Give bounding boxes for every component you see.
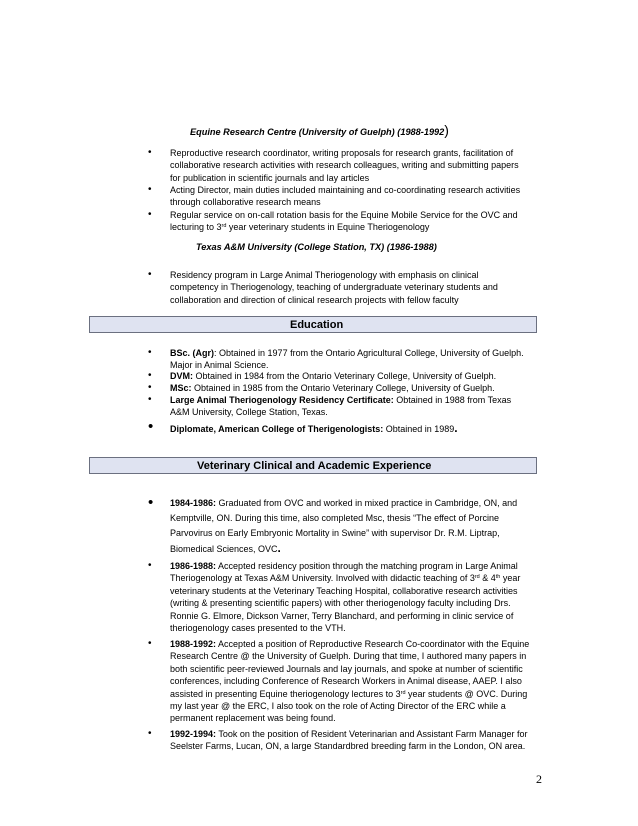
list-item: • Residency program in Large Animal Theriogenology with emphasis on clinical competency in Theriogenology, teaching of undergraduate veterinary students and collaboration and direction of clinical research projects with fellow faculty: [148, 269, 498, 305]
list-item: • MSc: Obtained in 1985 from the Ontario Veterinary College, University of Guelph.: [148, 382, 495, 393]
bullet-icon: •: [148, 347, 152, 358]
experience-section-header: [89, 457, 537, 474]
bullet-icon: •: [148, 269, 152, 280]
list-item: • 1988-1992: Accepted a position of Reproductive Research Co-coordinator with the Equine Research Centre @ the University of Guelph. During that time, I authored many papers in both scientific peer-reviewed Journals and lay journals, and spoke at number of scientific conferences, including Conference of Research Workers in Animal disease, AAEP. I also assisted in presenting Equine theriogenology lectures to 3rd year students @ OVC. During my last year @ the ERC, I also took on the role of Acting Director of the ERC while a permanent replacement was being found.: [148, 638, 530, 724]
section-title: Education: [290, 319, 344, 331]
section-title: Veterinary Clinical and Academic Experience: [197, 460, 432, 472]
list-item: • 1992-1994: Took on the position of Resident Veterinarian and Assistant Farm Manager for Seelster Farms, Lucan, ON, a large Standardbred breeding farm in the London, ON area.: [148, 728, 528, 752]
bullet-icon: •: [148, 638, 152, 649]
list-item: • BSc. (Agr): Obtained in 1977 from the Ontario Agricultural College, University of Guelph. Major in Animal Science.: [148, 347, 524, 371]
bullet-icon: •: [148, 209, 152, 220]
bullet-icon: •: [148, 394, 152, 405]
bullet-icon: •: [148, 382, 152, 393]
bullet-icon: •: [148, 147, 152, 158]
bullet-icon: •: [148, 370, 152, 381]
list-item: • Acting Director, main duties included maintaining and co-coordinating research activities through collaborative research means: [148, 184, 521, 208]
erc-heading: [190, 122, 449, 138]
bullet-icon: •: [148, 728, 152, 739]
bullet-icon: •: [148, 184, 152, 195]
page-number: 2: [536, 772, 542, 786]
bullet-icon: •: [148, 560, 152, 571]
list-item: • Large Animal Theriogenology Residency Certificate: Obtained in 1988 from Texas A&M University, College Station, Texas.: [148, 394, 512, 418]
list-item: • 1986-1988: Accepted residency position through the matching program in Large Animal Theriogenology at Texas A&M University. Involved with didactic teaching of 3rd & 4th year veterinary students at the Veterinary Teaching Hospital, collaborative research activities (writing & presenting scientific papers) with other theriogenology faculty including Drs. Ronnie G. Elmore, Dickson Varner, Terry Blanchard, and performing in clinic service of theriogenology cases presented to the VTH.: [148, 560, 521, 634]
bullet-icon: •: [148, 494, 154, 511]
erc-heading-paren: ): [444, 122, 449, 138]
bullet-icon: •: [148, 418, 154, 435]
list-item: • Diplomate, American College of Therigenologists: Obtained in 1989.: [148, 418, 458, 435]
list-item: • 1984-1986: Graduated from OVC and worked in mixed practice in Cambridge, ON, and Kemptville, ON. During this time, also completed Msc, thesis “The effect of Porcine Parvovirus on Early Embryonic Mortality in Swine” with supervisor Dr. R.M. Liptrap, Biomedical Sciences, OVC.: [148, 494, 518, 555]
list-item: • Regular service on on-call rotation basis for the Equine Mobile Service for the OVC and lecturing to 3rd year veterinary students in Equine Theriogenology: [148, 209, 518, 233]
list-item: • DVM: Obtained in 1984 from the Ontario Veterinary College, University of Guelph.: [148, 370, 497, 381]
erc-heading-text: Equine Research Centre (University of Guelph) (1988-1992: [190, 127, 445, 137]
education-section-header: [89, 316, 537, 333]
list-item: • Reproductive research coordinator, writing proposals for research grants, facilitation of collaborative research activities with research colleagues, writing and submitting papers for publication in scientific journals and lay articles: [148, 147, 519, 183]
tamu-heading: Texas A&M University (College Station, TX) (1986-1988): [196, 242, 437, 252]
